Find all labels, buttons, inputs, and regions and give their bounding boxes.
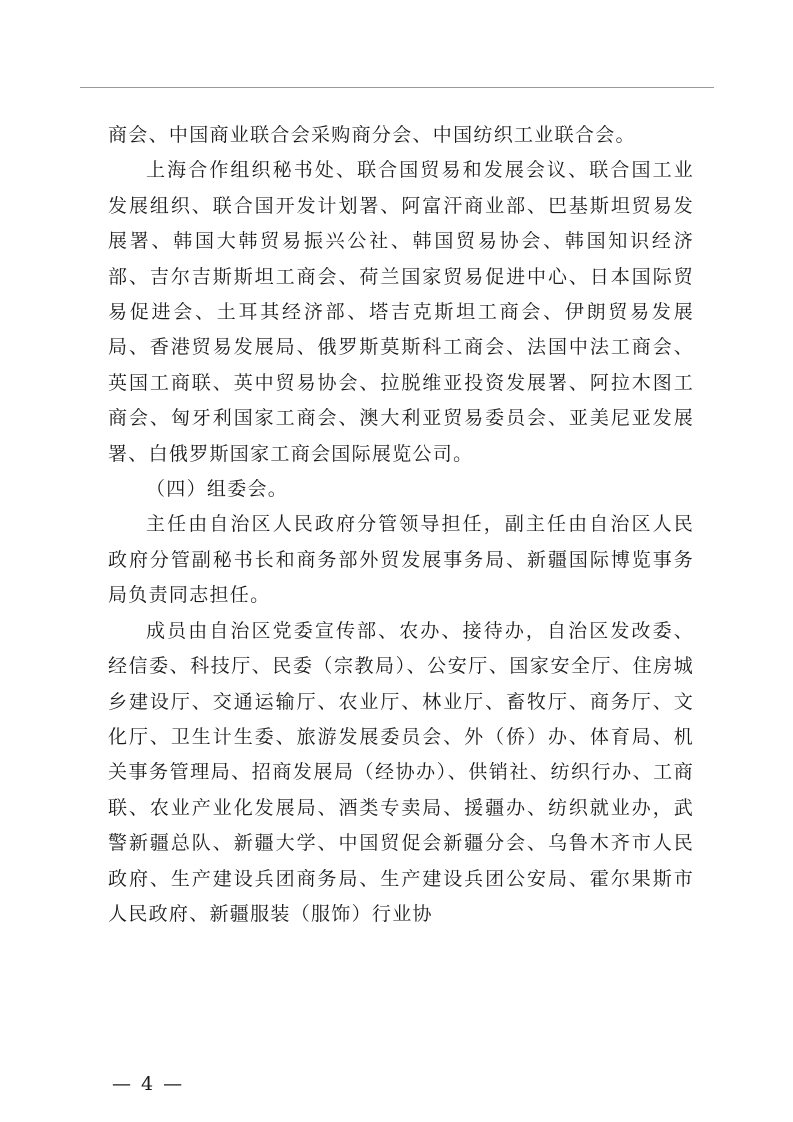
paragraph-committee-leadership: 主任由自治区人民政府分管领导担任，副主任由自治区人民政府分管副秘书长和商务部外贸发展事务局、新疆国际博览事务局负责同志担任。 [108,513,694,607]
paragraph-committee-members: 成员由自治区党委宣传部、农办、接待办，自治区发改委、经信委、科技厅、民委（宗教局）、公安厅、国家安全厅、住房城乡建设厅、交通运输厅、农业厅、林业厅、畜牧厅、商务厅、文化厅、卫生计生委、旅游发展委员会、外（侨）办、体育局、机关事务管理局、招商发展局（经协办）、供销社、纺织行办、工商联、农业产业化发展局、酒类专卖局、援疆办、纺织就业办，武警新疆总队、新疆大学、中国贸促会新疆分会、乌鲁木齐市人民政府、生产建设兵团商务局、生产建设兵团公安局、霍尔果斯市人民政府、新疆服装（服饰）行业协 [108,619,694,925]
page-number: — 4 — [112,1073,185,1095]
section-heading-organizing-committee: （四）组委会。 [146,478,289,501]
document-body [108,118,694,932]
paragraph-international-organizations: 上海合作组织秘书处、联合国贸易和发展会议、联合国工业发展组织、联合国开发计划署、阿富汗商业部、巴基斯坦贸易发展署、韩国大韩贸易振兴公社、韩国贸易协会、韩国知识经济部、吉尔吉斯斯坦工商会、荷兰国家贸易促进中心、日本国际贸易促进会、土耳其经济部、塔吉克斯坦工商会、伊朗贸易发展局、香港贸易发展局、俄罗斯莫斯科工商会、法国中法工商会、英国工商联、英中贸易协会、拉脱维亚投资发展署、阿拉木图工商会、匈牙利国家工商会、澳大利亚贸易委员会、亚美尼亚发展署、白俄罗斯国家工商会国际展览公司。 [108,159,694,465]
paragraph-continuation: 商会、中国商业联合会采购商分会、中国纺织工业联合会。 [108,124,636,146]
header-rule [80,87,714,88]
